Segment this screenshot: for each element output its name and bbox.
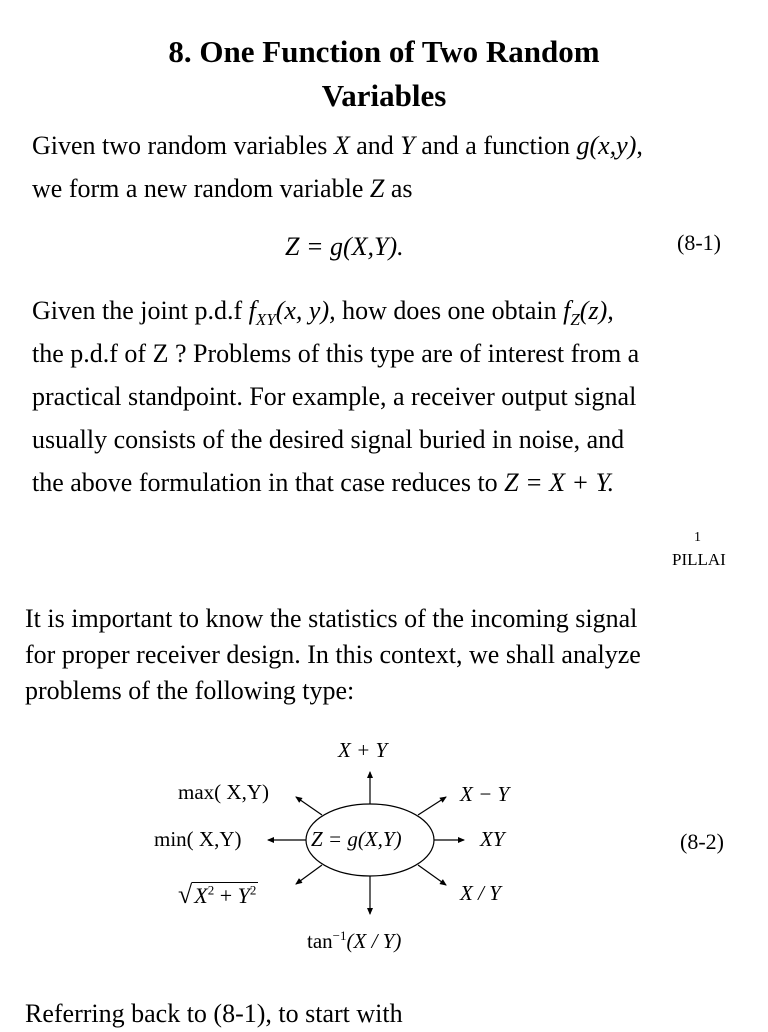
diagram-upper-left-label: max( X,Y) xyxy=(178,780,269,804)
intro-text: and a function xyxy=(414,131,577,160)
sqrt-radicand: $X^2 + Y^2$ xyxy=(194,882,257,908)
intro-text: as xyxy=(384,174,413,203)
joint-pdf-symbol: $f_{XY}(x$, y), xyxy=(248,296,336,329)
function-g: g(x,y) xyxy=(576,131,637,160)
body-line-4: usually consists of the desired signal buried in noise, and xyxy=(32,425,625,454)
sqrt-sign: √ xyxy=(178,880,193,909)
body-text: Given the joint p.d.f xyxy=(32,296,249,325)
body-text: how does one obtain xyxy=(335,296,564,325)
arrow-upper-left xyxy=(296,797,322,815)
body-line-3: practical standpoint. For example, a receiver output signal xyxy=(32,382,637,411)
diagram-upper-right-label: X − Y xyxy=(460,782,510,806)
slide-title-line2: Variables xyxy=(321,78,447,113)
diagram-right-label: XY xyxy=(480,827,505,851)
equation-8-1-number: (8-1) xyxy=(677,230,721,255)
slide2-cutoff-line: Referring back to (8-1), to start with xyxy=(25,999,403,1028)
diagram-left-label: min( X,Y) xyxy=(154,827,242,851)
var-x: X xyxy=(333,131,350,160)
page-number: 1 xyxy=(694,530,701,545)
arrow-lower-right xyxy=(418,865,446,885)
intro-text: we form a new random variable xyxy=(32,174,370,203)
diagram-lower-left-label xyxy=(178,880,258,910)
slide2-line-1: It is important to know the statistics of the incoming signal xyxy=(25,604,638,633)
sum-equation: Z = X + Y. xyxy=(504,468,615,497)
intro-text: , xyxy=(636,131,643,160)
slide2-line-3: problems of the following type: xyxy=(25,676,355,705)
equation-8-2-number: (8-2) xyxy=(680,829,724,854)
slide2-line-2: for proper receiver design. In this context, we shall analyze xyxy=(25,640,641,669)
intro-text: and xyxy=(349,131,401,160)
author-footer: PILLAI xyxy=(672,550,726,569)
slide-title-line1: 8. One Function of Two Random xyxy=(168,34,600,69)
arrow-lower-left xyxy=(296,865,322,884)
diagram-top-label: X + Y xyxy=(338,738,388,762)
diagram-bottom-label: $\tan^{-1}(X / Y)$ xyxy=(307,928,402,953)
arrow-upper-right xyxy=(418,797,446,815)
body-line-2: the p.d.f of Z ? Problems of this type are of interest from a xyxy=(32,339,640,368)
diagram-center-label: Z = g(X,Y) xyxy=(311,827,402,851)
var-z: Z xyxy=(369,174,385,203)
equation-8-1: Z = g(X,Y). xyxy=(285,232,404,261)
var-y: Y xyxy=(400,131,415,160)
intro-text: Given two random variables xyxy=(32,131,334,160)
diagram-lower-right-label: X / Y xyxy=(460,881,501,905)
body-text: the above formulation in that case reduces to xyxy=(32,468,505,497)
marginal-pdf-symbol: $f_Z(z)$, xyxy=(563,296,614,329)
